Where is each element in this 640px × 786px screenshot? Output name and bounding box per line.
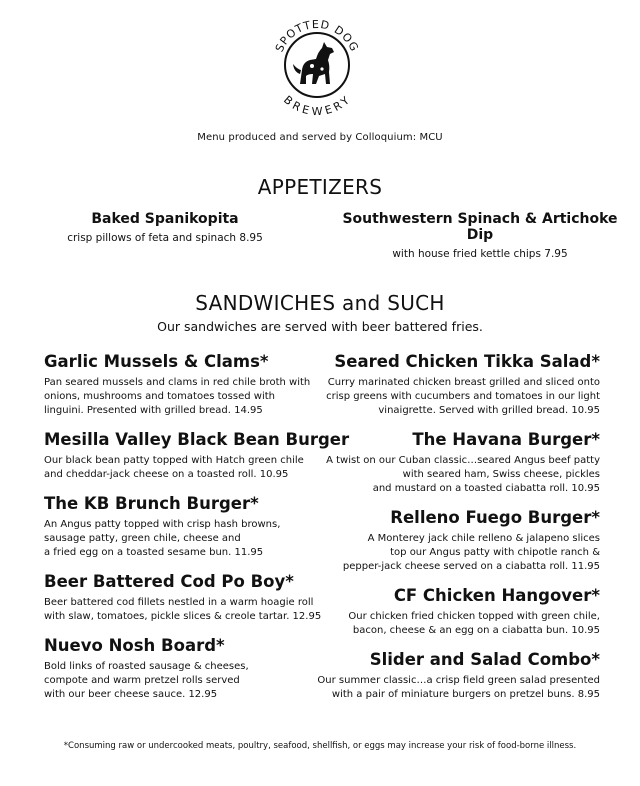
sandwiches-heading: SANDWICHES and SUCH (195, 291, 445, 315)
menu-item-name: The KB Brunch Burger* (44, 494, 259, 513)
menu-item-desc: Our chicken fried chicken topped with green chile, bacon, cheese & an egg on a ciabatta bun. 10.95 (348, 611, 600, 636)
svg-text:SPOTTED DOG (273, 18, 361, 54)
menu-item-desc: Bold links of roasted sausage & cheeses, compote and warm pretzel rolls served with our beer cheese sauce. 12.95 (44, 661, 249, 700)
menu-item-name: Garlic Mussels & Clams* (44, 352, 269, 371)
menu-item-name: Seared Chicken Tikka Salad* (334, 352, 600, 371)
dog-logo-icon (266, 14, 368, 116)
menu-item-desc: Beer battered cod fillets nestled in a warm hoagie roll with slaw, tomatoes, pickle slices & creole tartar. 12.95 (44, 597, 322, 622)
menu-item-name: Relleno Fuego Burger* (390, 508, 600, 527)
food-safety-footnote: *Consuming raw or undercooked meats, poultry, seafood, shellfish, or eggs may increase your risk of food-borne illness. (63, 741, 577, 751)
produced-by-line: Menu produced and served by Colloquium: MCU (197, 132, 443, 143)
menu-item (298, 352, 600, 418)
logo-top-text: SPOTTED DOG (272, 17, 362, 55)
appetizer-item (330, 211, 630, 260)
appetizer-desc: crisp pillows of feta and spinach 8.95 (67, 232, 263, 244)
appetizers-heading: APPETIZERS (257, 175, 383, 199)
sandwich-column-right (298, 352, 600, 714)
menu-item (298, 586, 600, 638)
appetizer-name: Southwestern Spinach & Artichoke Dip (342, 211, 618, 243)
menu-item-name: Nuevo Nosh Board* (44, 636, 225, 655)
menu-item-desc: An Angus patty topped with crisp hash browns, sausage patty, green chile, cheese and a fried egg on a toasted sesame bun. 11.95 (44, 519, 281, 558)
menu-item-name: Beer Battered Cod Po Boy* (44, 572, 294, 591)
menu-item (298, 430, 600, 496)
menu-item-name: Slider and Salad Combo* (369, 650, 600, 669)
sandwiches-note: Our sandwiches are served with beer battered fries. (157, 319, 483, 334)
menu-item-desc: Pan seared mussels and clams in red chile broth with onions, mushrooms and tomatoes tossed with linguini. Presented with grilled bread. 14.95 (44, 377, 311, 416)
appetizer-item (40, 211, 290, 244)
menu-item (298, 650, 600, 702)
menu-item-name: The Havana Burger* (412, 430, 600, 449)
menu-item (298, 508, 600, 574)
appetizer-name: Baked Spanikopita (91, 211, 239, 227)
appetizer-desc: with house fried kettle chips 7.95 (392, 248, 568, 260)
menu-item-desc: Our summer classic…a crisp field green salad presented with a pair of miniature burgers on pretzel buns. 8.95 (317, 675, 600, 700)
brewery-logo (266, 14, 368, 116)
menu-item-desc: Our black bean patty topped with Hatch green chile and cheddar-jack cheese on a toasted roll. 10.95 (44, 455, 304, 480)
menu-item-desc: A Monterey jack chile relleno & jalapeno slices top our Angus patty with chipotle ranch & pepper-jack cheese served on a ciabatta roll. 11.95 (342, 533, 600, 572)
menu-item-name: Mesilla Valley Black Bean Burger (44, 430, 350, 449)
menu-item-desc: A twist on our Cuban classic…seared Angus beef patty with seared ham, Swiss cheese, pickles and mustard on a toasted ciabatta roll. 10.95 (326, 455, 600, 494)
menu-item-name: CF Chicken Hangover* (393, 586, 600, 605)
logo-bottom-text: BREWERY (281, 93, 354, 116)
menu-item-desc: Curry marinated chicken breast grilled and sliced onto crisp greens with cucumbers and tomatoes in our light vinaigrette. Served with grilled bread. 10.95 (326, 377, 600, 416)
